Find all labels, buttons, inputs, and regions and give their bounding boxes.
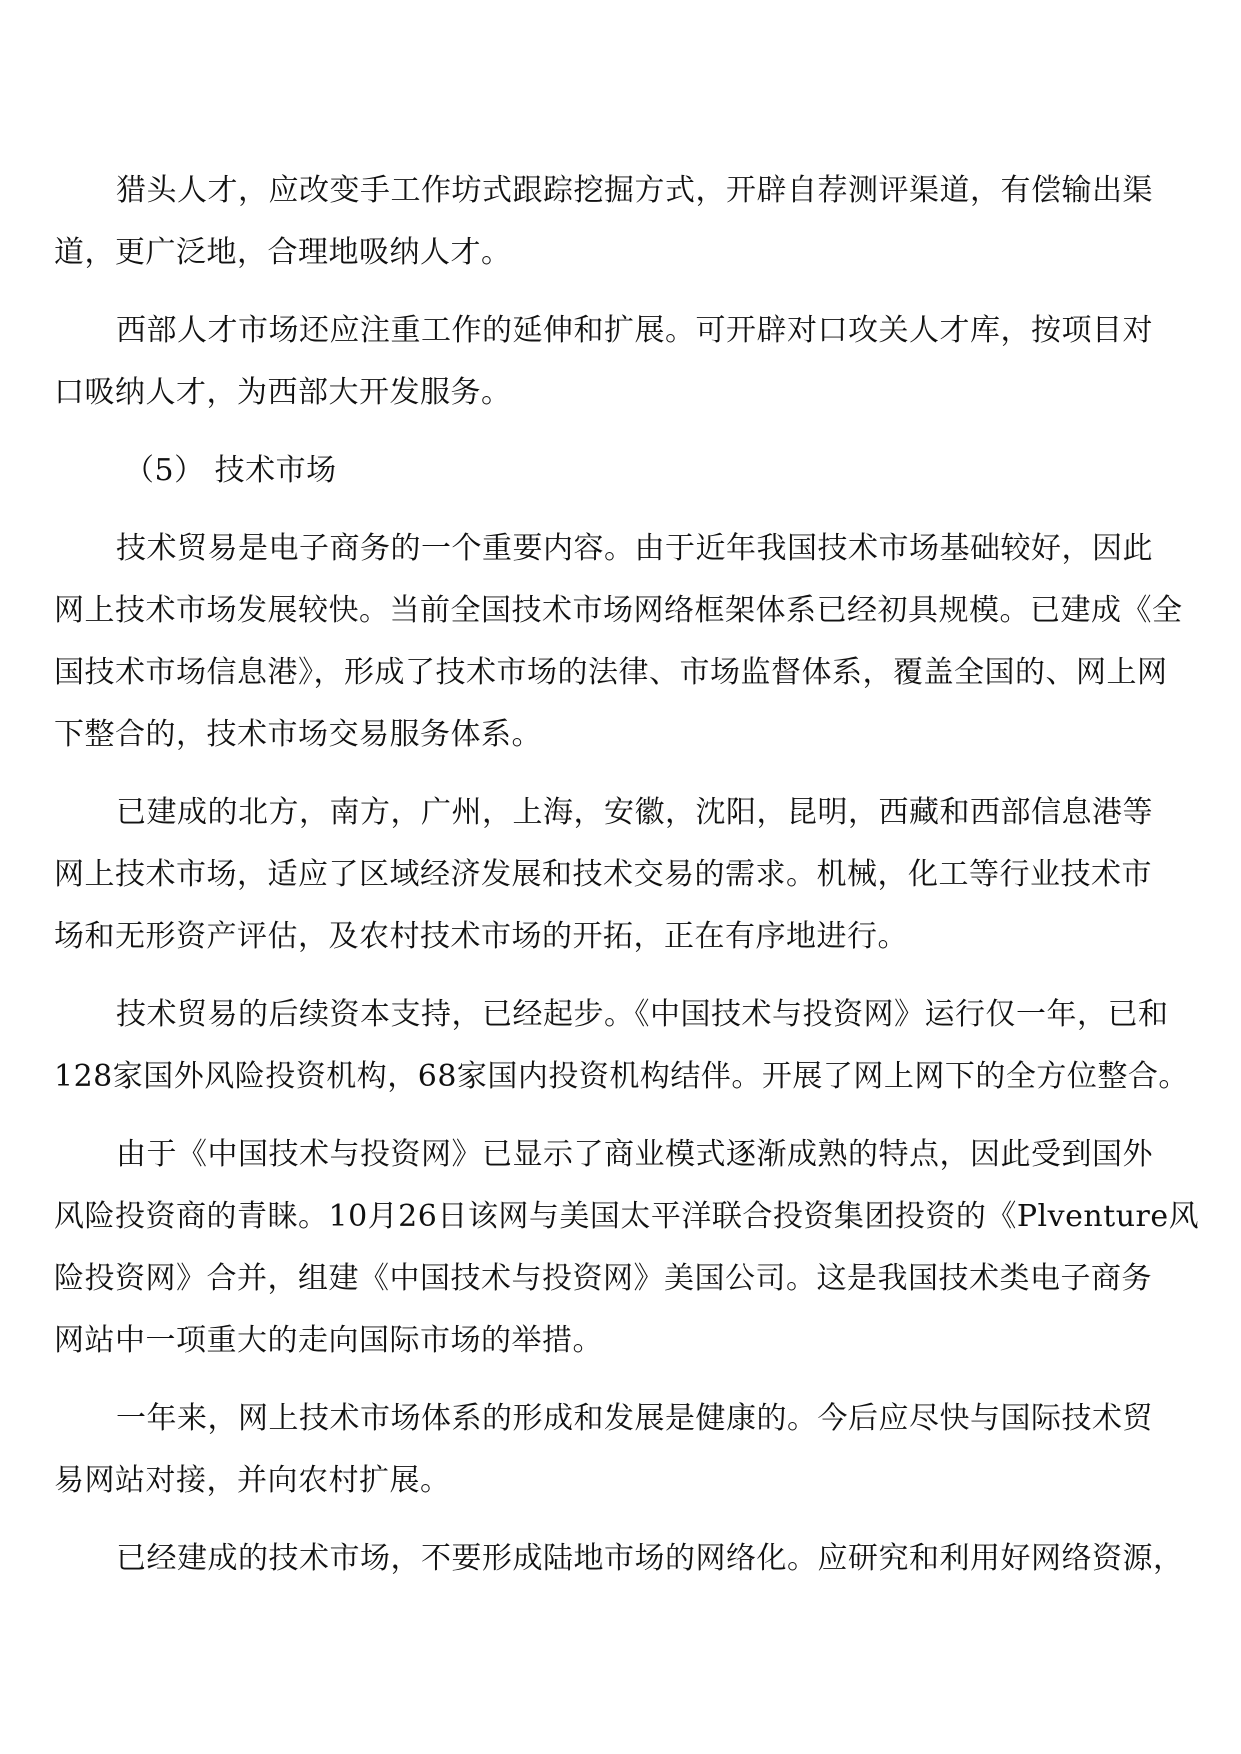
paragraph-investment-network	[54, 1124, 1200, 1372]
paragraph-network-resources	[54, 1528, 1190, 1590]
text-line: 下整合的，技术市场交易服务体系。	[54, 717, 542, 752]
paragraph-capital-support	[54, 984, 1190, 1108]
paragraph-regional-ports	[54, 782, 1190, 968]
text-line: 场和无形资产评估，及农村技术市场的开拓，正在有序地进行。	[54, 919, 908, 954]
section-heading: （5） 技术市场	[124, 453, 337, 488]
text-line: 网站中一项重大的走向国际市场的举措。	[54, 1323, 603, 1358]
paragraph-western-talent	[54, 300, 1190, 424]
text-line: 道，更广泛地，合理地吸纳人才。	[54, 235, 512, 270]
section-heading-technology-market	[54, 440, 1190, 502]
text-line: 西部人才市场还应注重工作的延伸和扩展。可开辟对口攻关人才库，按项目对	[116, 313, 1153, 348]
text-line: 已建成的北方，南方，广州，上海，安徽，沈阳，昆明，西藏和西部信息港等	[116, 795, 1153, 830]
text-line: 险投资网》合并，组建《中国技术与投资网》美国公司。这是我国技术类电子商务	[54, 1261, 1152, 1296]
text-line: 技术贸易是电子商务的一个重要内容。由于近年我国技术市场基础较好，因此	[116, 531, 1153, 566]
text-line: 一年来，网上技术市场体系的形成和发展是健康的。今后应尽快与国际技术贸	[116, 1401, 1153, 1436]
text-line: 由于《中国技术与投资网》已显示了商业模式逐渐成熟的特点，因此受到国外	[116, 1137, 1153, 1172]
paragraph-year-review	[54, 1388, 1190, 1512]
document-body	[54, 160, 1200, 1590]
text-line: 技术贸易的后续资本支持，已经起步。《中国技术与投资网》运行仅一年，已和	[116, 997, 1169, 1032]
text-line: 猎头人才，应改变手工作坊式跟踪挖掘方式，开辟自荐测评渠道，有偿输出渠	[116, 173, 1153, 208]
text-line: 已经建成的技术市场，不要形成陆地市场的网络化。应研究和利用好网络资源，	[116, 1541, 1184, 1576]
text-line: 风险投资商的青睐。10月26日该网与美国太平洋联合投资集团投资的《Plventure风	[54, 1199, 1200, 1234]
text-line: 口吸纳人才，为西部大开发服务。	[54, 375, 512, 410]
paragraph-headhunting	[54, 160, 1190, 284]
text-line: 网上技术市场，适应了区域经济发展和技术交易的需求。机械，化工等行业技术市	[54, 857, 1152, 892]
text-line: 网上技术市场发展较快。当前全国技术市场网络框架体系已经初具规模。已建成《全	[54, 593, 1183, 628]
text-line: 国技术市场信息港》，形成了技术市场的法律、市场监督体系，覆盖全国的、网上网	[54, 655, 1168, 690]
paragraph-technology-trade	[54, 518, 1190, 766]
text-line: 128家国外风险投资机构，68家国内投资机构结伴。开展了网上网下的全方位整合。	[54, 1059, 1189, 1094]
text-line: 易网站对接，并向农村扩展。	[54, 1463, 451, 1498]
